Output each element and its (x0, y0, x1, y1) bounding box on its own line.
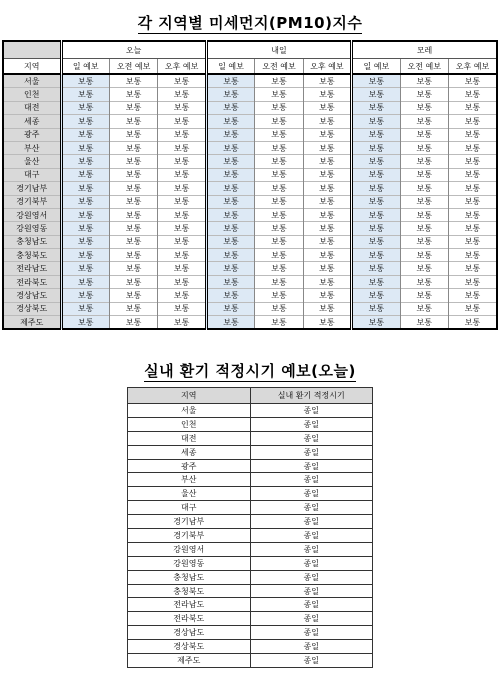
vent-region: 제주도 (128, 654, 251, 668)
forecast-cell: 보통 (303, 115, 351, 128)
forecast-cell: 보통 (449, 168, 498, 181)
forecast-cell: 보통 (61, 182, 109, 195)
forecast-cell: 보통 (449, 115, 498, 128)
vent-time: 종일 (250, 529, 373, 543)
vent-time: 종일 (250, 431, 373, 445)
sub-header-pm: 오후 예보 (158, 59, 206, 75)
forecast-cell: 보통 (255, 101, 303, 114)
forecast-cell: 보통 (449, 208, 498, 221)
forecast-cell: 보통 (109, 74, 157, 88)
forecast-cell: 보통 (158, 262, 206, 275)
forecast-cell: 보통 (61, 289, 109, 302)
vent-region: 대구 (128, 501, 251, 515)
forecast-cell: 보통 (158, 235, 206, 248)
forecast-cell: 보통 (61, 316, 109, 330)
sub-header-daily: 일 예보 (61, 59, 109, 75)
forecast-cell: 보통 (61, 275, 109, 288)
forecast-cell: 보통 (109, 289, 157, 302)
forecast-cell: 보통 (255, 289, 303, 302)
vent-region: 강원영동 (128, 556, 251, 570)
vent-row (128, 501, 373, 515)
region-name: 전라북도 (3, 275, 61, 288)
region-name: 경상남도 (3, 289, 61, 302)
forecast-cell: 보통 (352, 141, 400, 154)
forecast-cell: 보통 (303, 302, 351, 315)
forecast-cell: 보통 (61, 141, 109, 154)
forecast-cell: 보통 (449, 101, 498, 114)
forecast-cell: 보통 (303, 275, 351, 288)
forecast-cell: 보통 (255, 141, 303, 154)
region-name: 세종 (3, 115, 61, 128)
forecast-cell: 보통 (400, 168, 448, 181)
forecast-cell: 보통 (206, 88, 254, 101)
forecast-cell: 보통 (61, 235, 109, 248)
forecast-cell: 보통 (352, 302, 400, 315)
vent-region: 울산 (128, 487, 251, 501)
forecast-cell: 보통 (255, 88, 303, 101)
forecast-cell: 보통 (158, 249, 206, 262)
vent-region: 인천 (128, 417, 251, 431)
forecast-cell: 보통 (400, 115, 448, 128)
forecast-cell: 보통 (109, 195, 157, 208)
region-name: 서울 (3, 74, 61, 88)
forecast-cell: 보통 (206, 222, 254, 235)
vent-time-header: 실내 환기 적정시기 (250, 388, 373, 404)
vent-time: 종일 (250, 515, 373, 529)
region-name: 경상북도 (3, 302, 61, 315)
forecast-cell: 보통 (255, 115, 303, 128)
forecast-row (3, 128, 497, 141)
forecast-cell: 보통 (449, 128, 498, 141)
forecast-cell: 보통 (109, 101, 157, 114)
forecast-cell: 보통 (61, 101, 109, 114)
forecast-cell: 보통 (206, 115, 254, 128)
day-header-tomorrow: 내일 (206, 41, 351, 59)
vent-row (128, 515, 373, 529)
vent-region: 충청북도 (128, 584, 251, 598)
vent-region: 경기남부 (128, 515, 251, 529)
region-name: 충청남도 (3, 235, 61, 248)
vent-region: 세종 (128, 445, 251, 459)
forecast-cell: 보통 (449, 316, 498, 330)
forecast-cell: 보통 (109, 128, 157, 141)
vent-row (128, 529, 373, 543)
vent-time: 종일 (250, 473, 373, 487)
forecast-cell: 보통 (449, 289, 498, 302)
forecast-row (3, 195, 497, 208)
forecast-cell: 보통 (158, 128, 206, 141)
region-name: 경기북부 (3, 195, 61, 208)
vent-region: 광주 (128, 459, 251, 473)
forecast-cell: 보통 (449, 182, 498, 195)
sub-header-am: 오전 예보 (400, 59, 448, 75)
region-name: 전라남도 (3, 262, 61, 275)
forecast-cell: 보통 (352, 101, 400, 114)
forecast-cell: 보통 (303, 208, 351, 221)
region-name: 대전 (3, 101, 61, 114)
vent-region: 부산 (128, 473, 251, 487)
vent-row (128, 417, 373, 431)
forecast-cell: 보통 (255, 128, 303, 141)
sub-header-am: 오전 예보 (255, 59, 303, 75)
forecast-cell: 보통 (61, 155, 109, 168)
forecast-cell: 보통 (303, 74, 351, 88)
forecast-cell: 보통 (352, 275, 400, 288)
forecast-cell: 보통 (449, 141, 498, 154)
vent-row (128, 542, 373, 556)
forecast-cell: 보통 (255, 316, 303, 330)
forecast-row (3, 88, 497, 101)
vent-time: 종일 (250, 459, 373, 473)
forecast-cell: 보통 (61, 128, 109, 141)
forecast-cell: 보통 (449, 155, 498, 168)
vent-row (128, 556, 373, 570)
vent-region: 강원영서 (128, 542, 251, 556)
forecast-row (3, 289, 497, 302)
forecast-cell: 보통 (352, 249, 400, 262)
forecast-cell: 보통 (449, 74, 498, 88)
sub-header-pm: 오후 예보 (303, 59, 351, 75)
forecast-cell: 보통 (206, 155, 254, 168)
forecast-cell: 보통 (109, 235, 157, 248)
day-header-day-after: 모레 (352, 41, 497, 59)
vent-region: 대전 (128, 431, 251, 445)
vent-row (128, 487, 373, 501)
forecast-cell: 보통 (206, 289, 254, 302)
forecast-cell: 보통 (400, 249, 448, 262)
forecast-row (3, 115, 497, 128)
forecast-row (3, 182, 497, 195)
forecast-cell: 보통 (109, 222, 157, 235)
ventilation-table (127, 387, 373, 668)
forecast-row (3, 168, 497, 181)
forecast-cell: 보통 (206, 74, 254, 88)
forecast-cell: 보통 (400, 262, 448, 275)
forecast-cell: 보통 (352, 289, 400, 302)
region-name: 인천 (3, 88, 61, 101)
forecast-cell: 보통 (109, 141, 157, 154)
vent-time: 종일 (250, 542, 373, 556)
forecast-cell: 보통 (255, 168, 303, 181)
forecast-row (3, 235, 497, 248)
forecast-cell: 보통 (206, 275, 254, 288)
forecast-cell: 보통 (352, 195, 400, 208)
forecast-cell: 보통 (61, 302, 109, 315)
forecast-cell: 보통 (449, 262, 498, 275)
forecast-cell: 보통 (109, 316, 157, 330)
forecast-cell: 보통 (449, 249, 498, 262)
region-name: 제주도 (3, 316, 61, 330)
forecast-table-header (3, 41, 497, 74)
vent-region: 전라북도 (128, 612, 251, 626)
forecast-cell: 보통 (206, 141, 254, 154)
forecast-row (3, 208, 497, 221)
forecast-cell: 보통 (449, 88, 498, 101)
forecast-cell: 보통 (158, 316, 206, 330)
pm10-forecast-table (2, 40, 498, 330)
ventilation-title: 실내 환기 적정시기 예보(오늘) (144, 362, 356, 380)
vent-row (128, 598, 373, 612)
forecast-cell: 보통 (449, 302, 498, 315)
forecast-cell: 보통 (303, 88, 351, 101)
forecast-row (3, 316, 497, 330)
forecast-cell: 보통 (255, 208, 303, 221)
forecast-cell: 보통 (158, 88, 206, 101)
forecast-cell: 보통 (400, 289, 448, 302)
forecast-cell: 보통 (255, 262, 303, 275)
forecast-row (3, 249, 497, 262)
forecast-cell: 보통 (352, 222, 400, 235)
forecast-cell: 보통 (400, 235, 448, 248)
forecast-cell: 보통 (109, 249, 157, 262)
forecast-cell: 보통 (352, 316, 400, 330)
forecast-cell: 보통 (352, 235, 400, 248)
forecast-cell: 보통 (255, 275, 303, 288)
forecast-cell: 보통 (255, 195, 303, 208)
region-name: 부산 (3, 141, 61, 154)
forecast-cell: 보통 (109, 262, 157, 275)
forecast-cell: 보통 (255, 182, 303, 195)
vent-row (128, 612, 373, 626)
region-name: 광주 (3, 128, 61, 141)
forecast-row (3, 262, 497, 275)
forecast-cell: 보통 (61, 249, 109, 262)
vent-time: 종일 (250, 556, 373, 570)
day-header-today: 오늘 (61, 41, 206, 59)
forecast-cell: 보통 (400, 222, 448, 235)
forecast-cell: 보통 (61, 195, 109, 208)
forecast-cell: 보통 (61, 222, 109, 235)
forecast-cell: 보통 (352, 182, 400, 195)
forecast-cell: 보통 (255, 249, 303, 262)
region-column-header: 지역 (3, 59, 61, 75)
corner-cell (3, 41, 61, 59)
forecast-cell: 보통 (303, 128, 351, 141)
forecast-cell: 보통 (206, 316, 254, 330)
forecast-cell: 보통 (400, 141, 448, 154)
vent-row (128, 431, 373, 445)
forecast-cell: 보통 (61, 74, 109, 88)
vent-region: 경기북부 (128, 529, 251, 543)
forecast-table-body (3, 74, 497, 329)
forecast-cell: 보통 (255, 155, 303, 168)
forecast-cell: 보통 (206, 235, 254, 248)
forecast-cell: 보통 (449, 235, 498, 248)
forecast-cell: 보통 (303, 168, 351, 181)
forecast-cell: 보통 (352, 168, 400, 181)
forecast-cell: 보통 (109, 168, 157, 181)
forecast-cell: 보통 (255, 222, 303, 235)
forecast-cell: 보통 (255, 235, 303, 248)
region-name: 강원영서 (3, 208, 61, 221)
forecast-cell: 보통 (303, 289, 351, 302)
forecast-cell: 보통 (206, 168, 254, 181)
vent-row (128, 584, 373, 598)
forecast-cell: 보통 (109, 182, 157, 195)
region-name: 강원영동 (3, 222, 61, 235)
forecast-cell: 보통 (109, 88, 157, 101)
forecast-cell: 보통 (158, 289, 206, 302)
forecast-cell: 보통 (352, 128, 400, 141)
vent-time: 종일 (250, 404, 373, 418)
vent-region: 경상남도 (128, 626, 251, 640)
forecast-row (3, 222, 497, 235)
forecast-cell: 보통 (303, 141, 351, 154)
forecast-cell: 보통 (352, 208, 400, 221)
forecast-cell: 보통 (303, 235, 351, 248)
forecast-row (3, 101, 497, 114)
vent-row (128, 570, 373, 584)
forecast-cell: 보통 (400, 302, 448, 315)
vent-row (128, 473, 373, 487)
region-name: 대구 (3, 168, 61, 181)
forecast-cell: 보통 (61, 88, 109, 101)
forecast-cell: 보통 (109, 208, 157, 221)
forecast-row (3, 275, 497, 288)
vent-row (128, 640, 373, 654)
forecast-title: 각 지역별 미세먼지(PM10)지수 (137, 14, 363, 32)
forecast-cell: 보통 (206, 208, 254, 221)
forecast-cell: 보통 (158, 195, 206, 208)
forecast-cell: 보통 (400, 182, 448, 195)
vent-row (128, 459, 373, 473)
vent-time: 종일 (250, 626, 373, 640)
forecast-cell: 보통 (303, 101, 351, 114)
sub-header-daily: 일 예보 (206, 59, 254, 75)
forecast-cell: 보통 (109, 302, 157, 315)
forecast-cell: 보통 (61, 262, 109, 275)
forecast-cell: 보통 (303, 249, 351, 262)
vent-row (128, 626, 373, 640)
region-name: 경기남부 (3, 182, 61, 195)
forecast-cell: 보통 (158, 115, 206, 128)
forecast-cell: 보통 (109, 115, 157, 128)
forecast-row (3, 302, 497, 315)
ventilation-table-body (128, 404, 373, 668)
forecast-cell: 보통 (303, 262, 351, 275)
sub-header-pm: 오후 예보 (449, 59, 498, 75)
forecast-row (3, 141, 497, 154)
forecast-cell: 보통 (255, 74, 303, 88)
vent-time: 종일 (250, 584, 373, 598)
vent-region: 경상북도 (128, 640, 251, 654)
forecast-cell: 보통 (158, 182, 206, 195)
vent-time: 종일 (250, 501, 373, 515)
forecast-cell: 보통 (158, 168, 206, 181)
vent-time: 종일 (250, 654, 373, 668)
forecast-cell: 보통 (400, 316, 448, 330)
vent-time: 종일 (250, 640, 373, 654)
vent-region: 충청남도 (128, 570, 251, 584)
forecast-cell: 보통 (109, 155, 157, 168)
region-name: 울산 (3, 155, 61, 168)
forecast-cell: 보통 (400, 74, 448, 88)
forecast-cell: 보통 (206, 182, 254, 195)
forecast-cell: 보통 (61, 208, 109, 221)
forecast-cell: 보통 (400, 128, 448, 141)
forecast-cell: 보통 (158, 141, 206, 154)
forecast-cell: 보통 (206, 302, 254, 315)
forecast-cell: 보통 (449, 275, 498, 288)
forecast-cell: 보통 (449, 222, 498, 235)
forecast-cell: 보통 (303, 222, 351, 235)
forecast-cell: 보통 (400, 195, 448, 208)
forecast-cell: 보통 (206, 128, 254, 141)
forecast-cell: 보통 (158, 101, 206, 114)
forecast-cell: 보통 (206, 262, 254, 275)
forecast-cell: 보통 (158, 222, 206, 235)
forecast-cell: 보통 (206, 101, 254, 114)
forecast-cell: 보통 (400, 208, 448, 221)
forecast-cell: 보통 (352, 262, 400, 275)
forecast-cell: 보통 (61, 115, 109, 128)
forecast-cell: 보통 (352, 155, 400, 168)
forecast-cell: 보통 (400, 88, 448, 101)
forecast-row (3, 155, 497, 168)
vent-region-header: 지역 (128, 388, 251, 404)
forecast-cell: 보통 (206, 195, 254, 208)
forecast-cell: 보통 (158, 302, 206, 315)
forecast-cell: 보통 (400, 155, 448, 168)
vent-row (128, 445, 373, 459)
vent-time: 종일 (250, 445, 373, 459)
vent-row (128, 404, 373, 418)
vent-region: 전라남도 (128, 598, 251, 612)
region-name: 충청북도 (3, 249, 61, 262)
vent-time: 종일 (250, 612, 373, 626)
forecast-cell: 보통 (400, 101, 448, 114)
forecast-cell: 보통 (352, 74, 400, 88)
forecast-cell: 보통 (303, 316, 351, 330)
forecast-cell: 보통 (303, 182, 351, 195)
forecast-cell: 보통 (158, 275, 206, 288)
vent-time: 종일 (250, 417, 373, 431)
vent-time: 종일 (250, 570, 373, 584)
forecast-cell: 보통 (158, 208, 206, 221)
vent-time: 종일 (250, 487, 373, 501)
forecast-row (3, 74, 497, 88)
forecast-cell: 보통 (352, 115, 400, 128)
vent-row (128, 654, 373, 668)
forecast-cell: 보통 (158, 155, 206, 168)
forecast-cell: 보통 (449, 195, 498, 208)
forecast-cell: 보통 (303, 155, 351, 168)
forecast-cell: 보통 (255, 302, 303, 315)
sub-header-daily: 일 예보 (352, 59, 400, 75)
forecast-cell: 보통 (352, 88, 400, 101)
sub-header-am: 오전 예보 (109, 59, 157, 75)
forecast-cell: 보통 (206, 249, 254, 262)
forecast-cell: 보통 (400, 275, 448, 288)
forecast-cell: 보통 (61, 168, 109, 181)
vent-time: 종일 (250, 598, 373, 612)
forecast-cell: 보통 (109, 275, 157, 288)
forecast-cell: 보통 (158, 74, 206, 88)
forecast-cell: 보통 (303, 195, 351, 208)
vent-region: 서울 (128, 404, 251, 418)
